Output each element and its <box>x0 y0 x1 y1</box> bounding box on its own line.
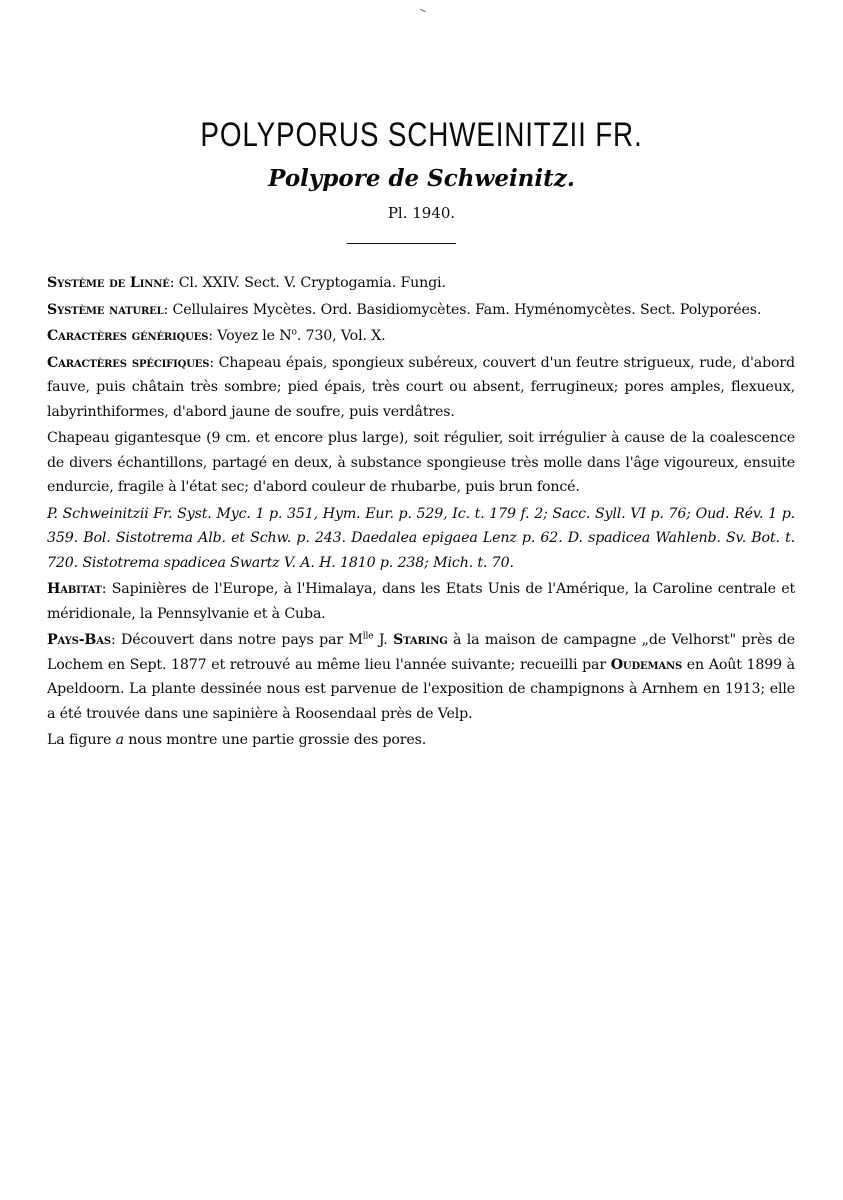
description-body <box>47 271 795 755</box>
habitat-label: Habitat <box>47 581 102 597</box>
figure-note: La figure a nous montre une partie grossie des pores. <box>47 732 427 748</box>
paysbas-paragraph: Pays-Bas: Découvert dans notre pays par $M^{lle}$ J. Staring à la maison de campagne „de Velhorst" près de Lochem en Sept. 1877 et retrouvé au même lieu l'année suivante; recueilli par Oudemans en Août 1899 à Apeldoorn. La plante dessinée nous est parvenue de l'exposition de champignons à Arnhem en 1913; elle a été trouvée dans une sapinière à Roosendaal près de Velp. <box>47 631 795 722</box>
plate-number: Pl. 1940. <box>387 204 456 222</box>
linne-text: Cl. XXIV. Sect. V. Cryptogamia. Fungi. <box>178 275 446 291</box>
specifiques-paragraph: Caractères spécifiques: Chapeau épais, spongieux subéreux, couvert d'un feutre strigueux, rude, d'abord fauve, puis châtain très sombre; pied épais, très court ou absent, ferrugineux; pores amples, flexueux, labyrinthiformes, d'abord jaune de soufre, puis verdâtres. <box>47 354 795 420</box>
generiques-label: Caractères génériques <box>47 328 209 344</box>
page-mark <box>420 9 426 12</box>
generiques-paragraph: Caractères génériques: Voyez le $N^o$. 730, Vol. X. <box>47 327 386 344</box>
generiques-text: Voyez le N <box>217 328 292 344</box>
paysbas-label: Pays-Bas <box>47 632 111 648</box>
habitat-paragraph: Habitat: Sapinières de l'Europe, à l'Himalaya, dans les Etats Unis de l'Amérique, la Caroline centrale et méridionale, la Pennsylvanie et à Cuba. <box>47 581 796 622</box>
naturel-text: Cellulaires Mycètes. Ord. Basidiomycètes. Fam. Hyménomycètes. Sect. Polyporées. <box>172 301 762 318</box>
name-oudemans: Oudemans <box>610 656 683 673</box>
linne-paragraph: Système de Linné: Cl. XXIV. Sect. V. Cryptogamia. Fungi. <box>47 275 446 291</box>
page-subtitle: Polypore de Schweinitz. <box>268 165 575 192</box>
naturel-label: Système naturel <box>47 301 164 318</box>
chapeau-paragraph: Chapeau gigantesque (9 cm. et encore plus large), soit régulier, soit irrégulier à cause de la coalescence de divers échantillons, partagé en deux, à substance spongieuse très molle dans l'âge vigoureux, ensuite endurcie, fragile à l'état sec; d'abord couleur de rhubarbe, puis brun foncé. <box>47 430 795 495</box>
title-divider <box>347 243 456 244</box>
linne-label: Système de Linné <box>47 275 170 291</box>
references-paragraph: P. Schweinitzii Fr. Syst. Myc. 1 p. 351, Hym. Eur. p. 529, Ic. t. 179 f. 2; Sacc. Syll. VI p. 76; Oud. Rév. 1 p. 359. Bol. Sistotrema Alb. et Schw. p. 243. Daedalea epigaea Lenz p. 62. D. spadicea Wahlenb. Sv. Bot. t. 720. Sistotrema spadicea Swartz V. A. H. 1810 p. 238; Mich. t. 70. <box>47 505 795 571</box>
naturel-paragraph: Système naturel: Cellulaires Mycètes. Ord. Basidiomycètes. Fam. Hyménomycètes. Sect. Polyporées. <box>47 301 762 318</box>
figure-letter: a <box>115 732 124 748</box>
page-title: POLYPORUS SCHWEINITZII FR. <box>200 116 643 154</box>
habitat-text: Sapinières de l'Europe, à l'Himalaya, dans les Etats Unis de l'Amérique, la Caroline centrale et méridionale, la Pennsylvanie et à Cuba. <box>47 581 796 622</box>
specifiques-label: Caractères spécifiques <box>47 354 210 371</box>
name-staring: Staring <box>393 632 448 648</box>
specifiques-text: Chapeau épais, spongieux subéreux, couvert d'un feutre strigueux, rude, d'abord fauve, puis châtain très sombre; pied épais, très court ou absent, ferrugineux; pores amples, flexueux, labyrinthiformes, d'abord jaune de soufre, puis verdâtres. <box>47 354 795 420</box>
